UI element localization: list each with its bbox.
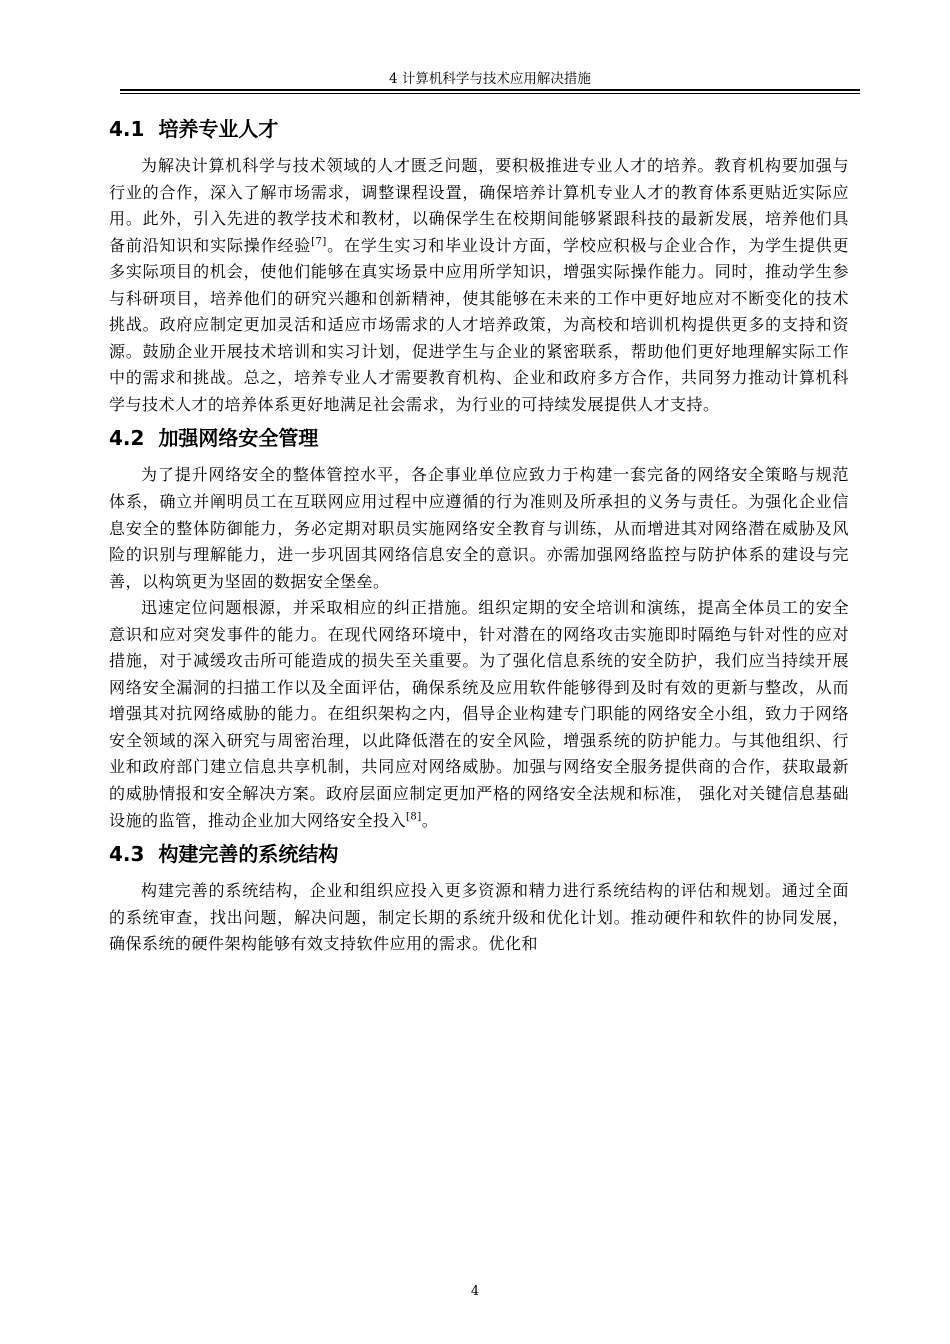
paragraph <box>109 878 849 958</box>
section-heading-4-2 <box>109 420 849 456</box>
paragraph-text: 迅速定位问题根源，并采取相应的纠正措施。组织定期的安全培训和演练，提高全体员工的安全意识和应对突发事件的能力。在现代网络环境中，针对潜在的网络攻击实施即时隔绝与针对性的应对措施，对于减缓攻击所可能造成的损失至关重要。为了强化信息系统的安全防护，我们应当持续开展网络安全漏洞的扫描工作以及全面评估，确保系统及应用软件能够得到及时有效的更新与整改，从而增强其对抗网络威胁的能力。在组织架构之内，倡导企业构建专门职能的网络安全小组，致力于网络安全领域的深入研究与周密治理，以此降低潜在的安全风险，增强系统的防护能力。与其他组织、行业和政府部门建立信息共享机制，共同应对网络威胁。加强与网络安全服务提供商的合作，获取最新的威胁情报和安全解决方案。政府层面应制定更加严格的网络安全法规和标准， 强化对关键信息基础设施的监管，推动企业加大网络安全投入 <box>109 598 849 830</box>
citation: [8] <box>406 811 422 823</box>
section-heading-4-3 <box>109 836 849 872</box>
section-number: 4.1 <box>109 117 145 141</box>
paragraph <box>109 595 849 834</box>
section-number: 4.3 <box>109 842 145 867</box>
section-title: 构建完善的系统结构 <box>158 842 339 867</box>
paragraph-text-tail: 。在学生实习和毕业设计方面，学校应积极与企业合作，为学生提供更多实际项目的机会，使他们能够在真实场景中应用所学知识，增强实际操作能力。同时，推动学生参与科研项目，培养他们的研究兴趣和创新精神，使其能够在未来的工作中更好地应对不断变化的技术挑战。政府应制定更加灵活和适应市场需求的人才培养政策，为高校和培训机构提供更多的支持和资源。鼓励企业开展技术培训和实习计划，促进学生与企业的紧密联系，帮助他们更好地理解实际工作中的需求和挑战。总之，培养专业人才需要教育机构、企业和政府多方合作，共同努力推动计算机科学与技术人才的培养体系更好地满足社会需求，为行业的可持续发展提供人才支持。 <box>109 235 849 414</box>
section-heading-4-1 <box>109 111 849 147</box>
document-body <box>109 111 849 958</box>
section-number: 4.2 <box>109 426 145 451</box>
running-header: 4 计算机科学与技术应用解决措施 <box>389 71 591 87</box>
header-rule <box>120 89 860 91</box>
paragraph <box>109 153 849 418</box>
section-title: 培养专业人才 <box>158 117 279 141</box>
paragraph <box>109 462 849 595</box>
paragraph-text: 为了提升网络安全的整体管控水平，各企事业单位应致力于构建一套完备的网络安全策略与规范体系，确立并阐明员工在互联网应用过程中应遵循的行为准则及所承担的义务与责任。为强化企业信息安全的整体防御能力，务必定期对职员实施网络安全教育与训练，从而增进其对网络潜在威胁及风险的识别与理解能力，进一步巩固其网络信息安全的意识。亦需加强网络监控与防护体系的建设与完善，以构筑更为坚固的数据安全堡垒。 <box>109 465 849 591</box>
paragraph-text: 构建完善的系统结构，企业和组织应投入更多资源和精力进行系统结构的评估和规划。通过全面的系统审查，找出问题，解决问题，制定长期的系统升级和优化计划。推动硬件和软件的协同发展，确保系统的硬件架构能够有效支持软件应用的需求。优化和 <box>109 881 849 954</box>
header-rule-thin <box>120 93 860 94</box>
citation: [7] <box>311 236 327 248</box>
paragraph-text-tail: 。 <box>421 810 439 830</box>
paragraph-text: 为解决计算机科学与技术领域的人才匮乏问题，要积极推进专业人才的培养。教育机构要加强与行业的合作，深入了解市场需求，调整课程设置，确保培养计算机专业人才的教育体系更贴近实际应用。此外，引入先进的教学技术和教材，以确保学生在校期间能够紧跟科技的最新发展，培养他们具备前沿知识和实际操作经验 <box>109 156 849 255</box>
section-title: 加强网络安全管理 <box>158 426 319 451</box>
page-number: 4 <box>470 1284 480 1299</box>
